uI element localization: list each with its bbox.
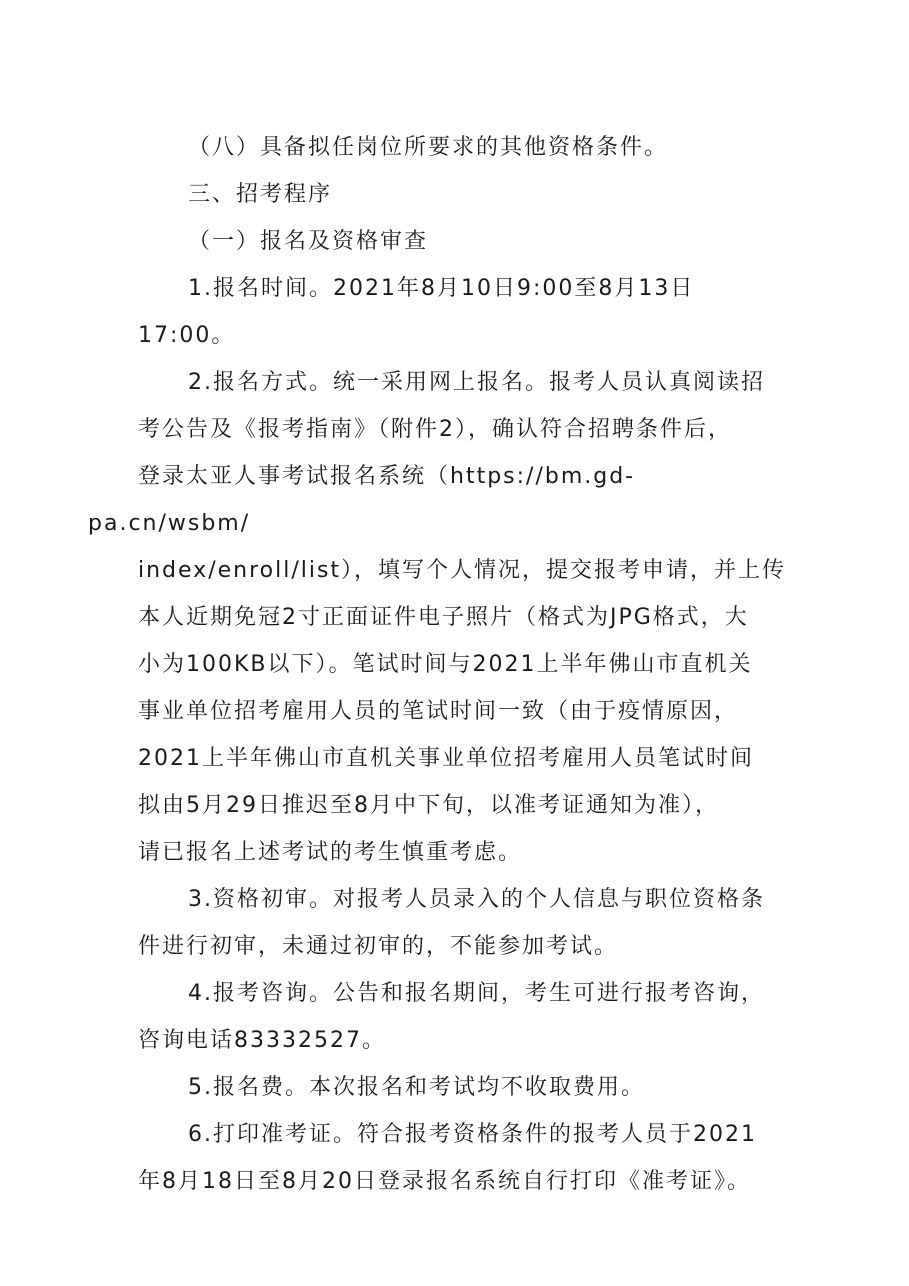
- paragraph-consultation: [138, 970, 788, 1064]
- text-line: 考公告及《报考指南》（附件2），确认符合招聘条件后，: [138, 417, 732, 442]
- text-line: 4.报考咨询。公告和报名期间，考生可进行报考咨询，: [188, 981, 765, 1006]
- text-line: 年8月18日至8月20日登录报名系统自行打印《准考证》。: [138, 1169, 751, 1194]
- text-line: 小为100KB以下）。笔试时间与2021上半年佛山市直机关: [138, 652, 753, 677]
- text-line: 事业单位招考雇用人员的笔试时间一致（由于疫情原因，: [138, 699, 739, 724]
- text-line: index/enroll/list），填写个人情况，提交报考申请，并上传: [138, 558, 787, 583]
- paragraph-registration-fee: [138, 1064, 788, 1111]
- text-line: 1.报名时间。2021年8月10日9:00至8月13日: [188, 276, 695, 301]
- paragraph-registration-time: [138, 265, 788, 359]
- text-line: 2021上半年佛山市直机关事业单位招考雇用人员笔试时间: [138, 746, 754, 771]
- text-line: 17:00。: [138, 323, 236, 348]
- text-line: 咨询电话83332527。: [138, 1028, 386, 1053]
- text-line: 2.报名方式。统一采用网上报名。报考人员认真阅读招: [188, 370, 765, 395]
- text-line: 本人近期免冠2寸正面证件电子照片（格式为JPG格式，大: [138, 605, 749, 630]
- paragraph-qualification-8: [138, 124, 788, 171]
- text-line: （八）具备拟任岗位所要求的其他资格条件。: [188, 135, 669, 160]
- text-line: （一）报名及资格审查: [188, 229, 429, 254]
- text-line: 3.资格初审。对报考人员录入的个人信息与职位资格条: [188, 887, 765, 912]
- paragraph-initial-review: [138, 876, 788, 970]
- paragraph-admission-ticket: [138, 1111, 788, 1205]
- section-heading-exam-procedure: [138, 171, 788, 218]
- paragraph-registration-method: [88, 359, 788, 876]
- text-line: 拟由5月29日推迟至8月中下旬，以准考证通知为准），: [138, 793, 719, 818]
- document-body: [88, 124, 788, 1205]
- subsection-heading-registration: [138, 218, 788, 265]
- text-line: 登录太亚人事考试报名系统（https://bm.gd-pa.cn/wsbm/: [88, 464, 636, 536]
- text-line: 件进行初审，未通过初审的，不能参加考试。: [138, 934, 619, 959]
- text-line: 5.报名费。本次报名和考试均不收取费用。: [188, 1075, 645, 1100]
- text-line: 请已报名上述考试的考生慎重考虑。: [138, 840, 523, 865]
- text-line: 三、招考程序: [188, 182, 333, 207]
- text-line: 6.打印准考证。符合报考资格条件的报考人员于2021: [188, 1122, 757, 1147]
